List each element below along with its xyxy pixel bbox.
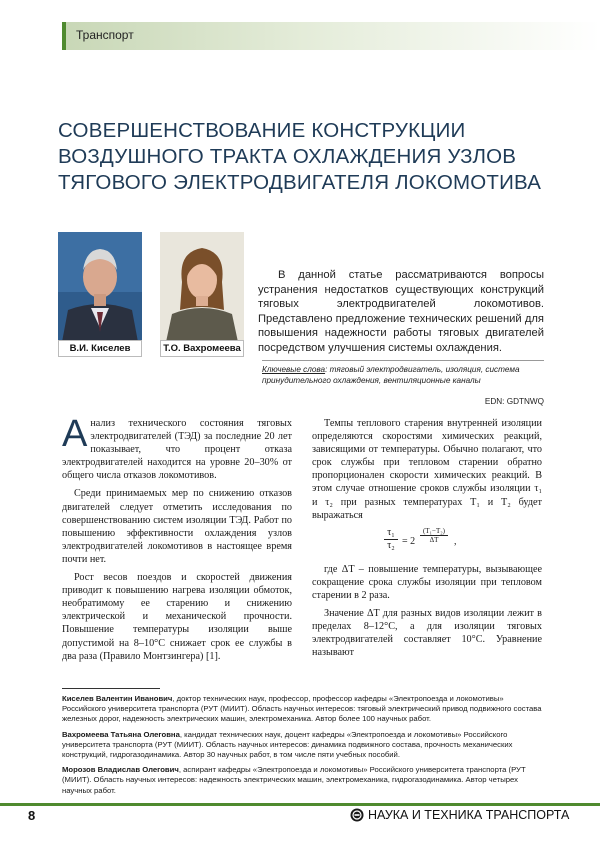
formula-exponent-denominator: ΔT: [429, 535, 439, 544]
footnote-divider: [62, 688, 160, 689]
article-abstract: В данной статье рассматриваются вопросы устранения недостатков существующих конструкций тяговых электродвигателей локомотивов. Представлено предложение технических решений для повышения надежности работы тяговых двигателей посредством улучшения системы охлаждения.: [258, 269, 544, 354]
paragraph: [62, 413, 292, 482]
keywords-label: Ключевые слова: [262, 365, 326, 374]
footnote-author-name: Киселев Валентин Иванович: [62, 694, 173, 703]
formula-comma: ,: [454, 535, 457, 547]
keywords-text: : тяговый электродвигатель, изоляция, система принудительного охлаждения, вентиляционные каналы: [262, 365, 520, 385]
formula: [312, 527, 542, 557]
footnote-text: , аспирант кафедры «Электропоезда и локомотивы» Российского университета транспорта (РУТ (МИИТ). Область научных интересов: надежность электрических машин, электромеханика, гидрогазодинамика. Автор четырех научных работ.: [62, 765, 526, 795]
body-column-left: [62, 413, 292, 668]
paragraph: где ΔT – повышение температуры, вызывающее сокращение срока службы изоляции при тепловом старении в 2 раза.: [312, 563, 542, 601]
formula-numerator: τ₁: [384, 527, 398, 540]
journal-title: НАУКА И ТЕХНИКА ТРАНСПОРТА: [368, 808, 570, 822]
formula-fraction: [384, 527, 398, 552]
formula-denominator: τ₂: [387, 539, 395, 551]
footnote-text: , кандидат технических наук, доцент кафедры «Электропоезда и локомотивы» Российского университета транспорта (РУТ (МИИТ). Область научных интересов: динамика подвижного состава, прочность механических конструкций, гидрогазодинамика. Автор 30 научных работ, в том числе пяти учебных пособий.: [62, 729, 513, 760]
footnote-author-name: Морозов Владислав Олегович: [62, 765, 179, 775]
page-number: 8: [28, 808, 36, 823]
footnote-author-name: Вахромеева Татьяна Олеговна: [62, 729, 180, 739]
footnote-text: , доктор технических наук, профессор, профессор кафедры «Электропоезда и локомотивы» Российского университета транспорта (РУТ (МИИТ). Область научных интересов: тяговый электрический привод подвижного состава железных дорог, надежность электрических машин, электромеханика. Автор более 100 научных работ.: [62, 694, 542, 724]
footnote: [62, 765, 546, 796]
article-title: СОВЕРШЕНСТВОВАНИЕ КОНСТРУКЦИИ ВОЗДУШНОГО ТРАКТА ОХЛАЖДЕНИЯ УЗЛОВ ТЯГОВОГО ЭЛЕКТРОДВИГАТЕЛЯ ЛОКОМОТИВА: [58, 119, 542, 194]
author-caption-kiselev: В.И. Киселев: [58, 340, 142, 357]
author-photo-vakhromeeva: [160, 232, 244, 342]
author-footnotes: [62, 694, 546, 801]
footer-divider: [0, 803, 600, 806]
dropcap: А: [62, 413, 88, 455]
keywords: [262, 360, 544, 386]
formula-base: = 2: [402, 535, 416, 547]
formula-exponent: [420, 527, 448, 544]
paragraph: Среди принимаемых мер по снижению отказов двигателей следует отметить исследования по совершенствованию систем изоляции ТЭД. Работ по повышению эффективности охлаждения узлов электродвигателей локомотивов в настоящее время почти нет.: [62, 488, 292, 565]
section-label: Транспорт: [76, 28, 134, 42]
formula-exponent-numerator: (T₁−T₂): [420, 527, 448, 536]
footnote: [62, 730, 546, 761]
author-caption-vakhromeeva: Т.О. Вахромеева: [160, 340, 244, 357]
body-column-right: [312, 417, 542, 664]
paragraph: Значение ΔT для разных видов изоляции лежит в пределах 8–12°С, а для изоляции тяговых электродвигателей составляет 10°С. Уравнение называют: [312, 608, 542, 659]
section-header-bar: [62, 22, 600, 50]
author-photo-kiselev: [58, 232, 142, 342]
journal-name: [350, 808, 569, 822]
paragraph-text: нализ технического состояния тяговых электродвигателей (ТЭД) за последние 20 лет показывает, что процент отказа электродвигателей находится на уровне 20–30% от общего числа отказов локомотивов.: [62, 418, 292, 482]
paragraph: Рост весов поездов и скоростей движения приводит к повышению нагрева изоляции обмоток, необратимому ее старению и снижению электрической и механической прочности. Повышение температуры изоляции выше допустимой на 8–10°С снижает срок ее службы в два раза (Правило Монтзингера) [1].: [62, 572, 292, 662]
paragraph: Темпы теплового старения внутренней изоляции определяются скоростями химических реакций, зависящими от температуры. Обычно полагают, что срок службы при тепловом старении обратно пропорционален скорости химических реакций. В этом случае отношение сроков службы изоляции τ₁ и τ₂ при разных температурах T₁ и T₂ будет выражаться: [312, 418, 542, 521]
edn-code: EDN: GDTNWQ: [484, 397, 544, 406]
journal-logo-icon: [350, 808, 364, 822]
footnote: [62, 694, 546, 725]
